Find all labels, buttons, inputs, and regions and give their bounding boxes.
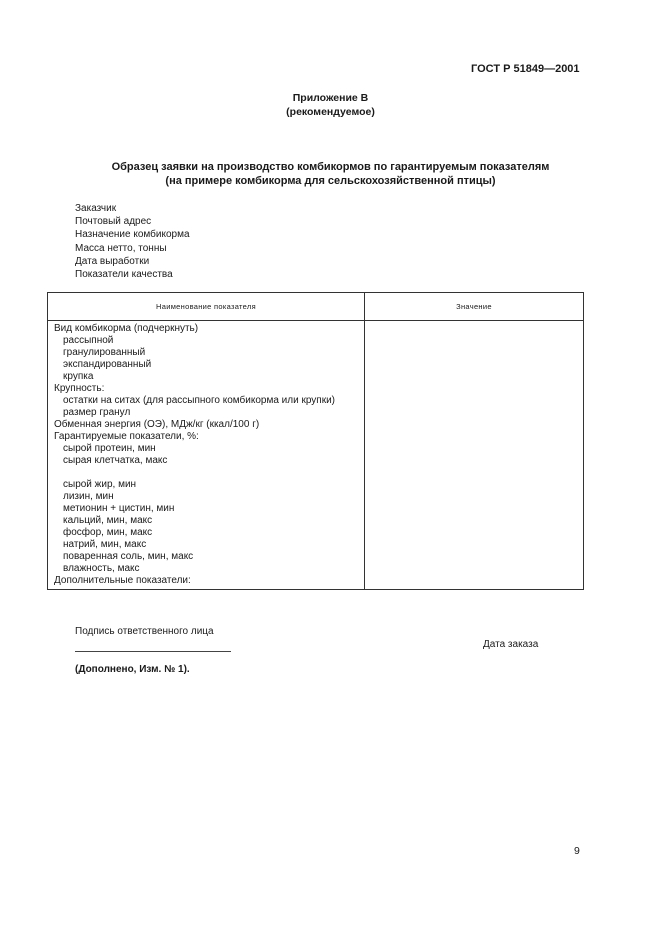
table-header-row bbox=[48, 293, 584, 321]
amendment-note: (Дополнено, Изм. № 1). bbox=[75, 664, 190, 675]
standard-number: ГОСТ Р 51849—2001 bbox=[471, 63, 580, 75]
table-row: Гарантируемые показатели, %: bbox=[54, 431, 199, 442]
table-row: сырая клетчатка, макс bbox=[63, 455, 168, 466]
column-header-indicator: Наименование показателя bbox=[48, 293, 365, 321]
table-row: крупка bbox=[63, 371, 94, 382]
table-row: поваренная соль, мин, макс bbox=[63, 551, 194, 562]
table-row: лизин, мин bbox=[63, 491, 114, 502]
appendix-title: Приложение В bbox=[292, 92, 369, 104]
table-row: сырой протеин, мин bbox=[63, 443, 156, 454]
page-number: 9 bbox=[574, 845, 580, 857]
order-fields bbox=[75, 202, 190, 281]
signature-label: Подпись ответственного лица bbox=[75, 626, 214, 637]
signature-line bbox=[75, 651, 231, 652]
field-customer: Заказчик bbox=[75, 203, 117, 214]
table-row: сырой жир, мин bbox=[63, 479, 137, 490]
table-row: Крупность: bbox=[54, 383, 105, 394]
table-row: рассыпной bbox=[63, 335, 114, 346]
table-row: Дополнительные показатели: bbox=[54, 575, 191, 586]
table-row: размер гранул bbox=[63, 407, 131, 418]
field-feed-purpose: Назначение комбикорма bbox=[75, 229, 190, 241]
field-net-mass: Масса нетто, тонны bbox=[75, 242, 167, 254]
table-row: натрий, мин, макс bbox=[63, 539, 147, 550]
table-row: остатки на ситах (для рассыпного комбикорма или крупки) bbox=[63, 395, 335, 406]
field-quality-indicators: Показатели качества bbox=[75, 269, 173, 281]
table-row: гранулированный bbox=[63, 347, 146, 358]
table-row: экспандированный bbox=[63, 359, 152, 370]
table-row: фосфор, мин, макс bbox=[63, 527, 153, 538]
order-date-label: Дата заказа bbox=[483, 639, 539, 650]
table-row: кальций, мин, макс bbox=[63, 515, 153, 526]
indicators-table bbox=[47, 292, 584, 590]
table-row: Вид комбикорма (подчеркнуть) bbox=[54, 323, 199, 334]
table-row: Обменная энергия (ОЭ), МДж/кг (ккал/100 г) bbox=[54, 419, 260, 430]
row-spacer bbox=[54, 467, 364, 479]
table-row: влажность, макс bbox=[63, 563, 140, 574]
table-row: метионин + цистин, мин bbox=[63, 503, 175, 514]
values-cell[interactable] bbox=[365, 321, 584, 590]
field-production-date: Дата выработки bbox=[75, 255, 150, 267]
document-title-line-2: (на примере комбикорма для сельскохозяйственной птицы) bbox=[165, 175, 496, 187]
field-postal-address: Почтовый адрес bbox=[75, 216, 152, 228]
document-title-line-1: Образец заявки на производство комбикормов по гарантируемым показателям bbox=[111, 161, 550, 173]
table-body-row bbox=[48, 321, 584, 590]
appendix-subtitle: (рекомендуемое) bbox=[286, 106, 375, 118]
column-header-value: Значение bbox=[365, 293, 584, 321]
indicator-names-cell bbox=[48, 321, 365, 590]
